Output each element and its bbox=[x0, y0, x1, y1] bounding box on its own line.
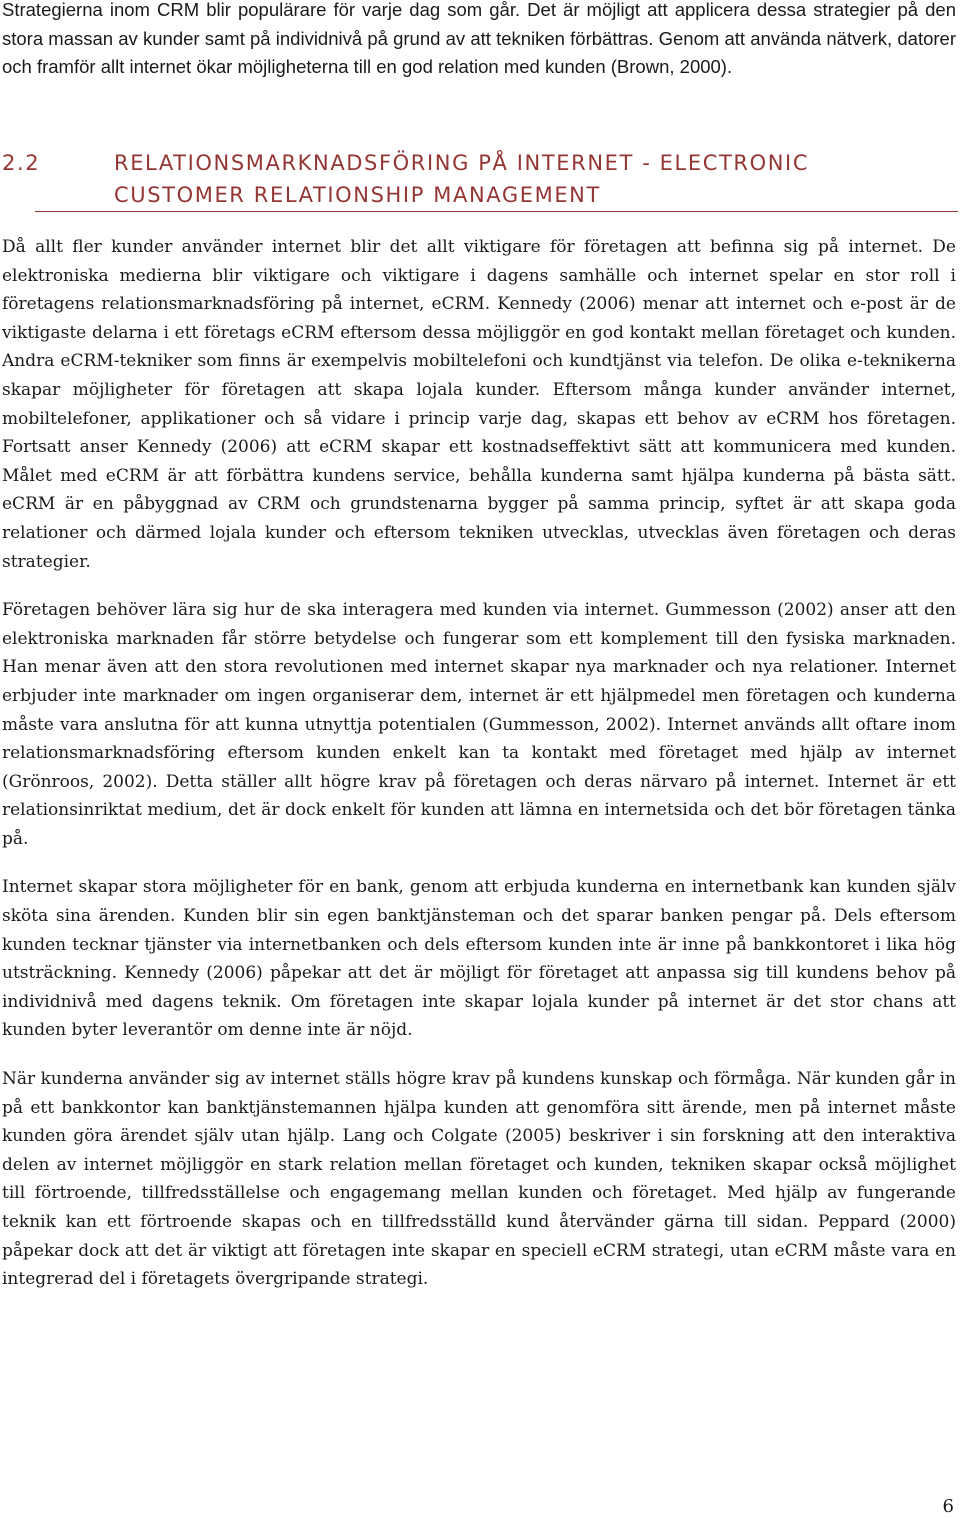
heading-underline bbox=[35, 211, 958, 212]
paragraph: När kunderna använder sig av internet ställs högre krav på kundens kunskap och förmåga. När kunden går in på ett bankkontor kan banktjänstemannen hjälpa kunden att genomföra sitt ärende, men på internet måste kunden göra ärendet själv utan hjälp. Lang och Colgate (2005) beskriver i sin forskning att den interaktiva delen av internet möjliggör en stark relation mellan företaget och kunden, tekniken skapar också möjlighet till förtroende, tillfredsställelse och engagemang mellan kunden och företaget. Med hjälp av fungerande teknik kan ett förtroende skapas och en tillfredsställd kund återvänder gärna till sidan. Peppard (2000) påpekar dock att det är viktigt att företagen inte skapar en speciell eCRM strategi, utan eCRM måste vara en integrerad del i företagets övergripande strategi. bbox=[2, 1069, 956, 1290]
body-text bbox=[2, 233, 956, 1314]
section-number: 2.2 bbox=[2, 151, 41, 175]
section-heading bbox=[2, 147, 956, 211]
paragraph: Internet skapar stora möjligheter för en bank, genom att erbjuda kunderna en internetbank kan kunden själv sköta sina ärenden. Kunden blir sin egen banktjänsteman och det sparar banken pengar på. Dels eftersom kunden tecknar tjänster via internetbanken och dels eftersom kunden inte är inne på bankkontoret i lika hög utsträckning. Kennedy (2006) påpekar att det är möjligt för företaget att anpassa sig till kundens behov på individnivå med dagens teknik. Om företagen inte skapar lojala kunder på internet är det stor chans att kunden byter leverantör om denne inte är nöjd. bbox=[2, 877, 956, 1041]
paragraph: Då allt fler kunder använder internet blir det allt viktigare för företagen att befinna sig på internet. De elektroniska medierna blir viktigare och viktigare i dagens samhälle och internet spelar en stor roll i företagens relationsmarknadsföring på internet, eCRM. Kennedy (2006) menar att internet och e-post är de viktigaste delarna i ett företags eCRM eftersom dessa möjliggör en god kontakt mellan företaget och kunden. Andra eCRM-tekniker som finns är exempelvis mobiltelefoni och kundtjänst via telefon. De olika e-teknikerna skapar möjligheter för företagen att skapa lojala kunder. Eftersom många kunder använder internet, mobiltelefoner, applikationer och så vidare i princip varje dag, skapas ett behov av eCRM hos företagen. Fortsatt anser Kennedy (2006) att eCRM skapar ett kostnadseffektivt sätt att kommunicera med kunden. Målet med eCRM är att förbättra kundens service, behålla kunderna samt hjälpa kunderna på bästa sätt. eCRM är en påbyggnad av CRM och grundstenarna bygger på samma princip, syftet är att skapa goda relationer och därmed lojala kunder och eftersom tekniken utvecklas, utvecklas även företagen och deras strategier. bbox=[2, 237, 956, 572]
section-title-line2: CUSTOMER RELATIONSHIP MANAGEMENT bbox=[114, 183, 601, 207]
intro-paragraph: Strategierna inom CRM blir populärare för varje dag som går. Det är möjligt att applicera dessa strategier på den stora massan av kunder samt på individnivå på grund av att tekniken förbättras. Genom att använda nätverk, datorer och framför allt internet ökar möjligheterna till en god relation med kunden (Brown, 2000). bbox=[2, 0, 956, 78]
paragraph: Företagen behöver lära sig hur de ska interagera med kunden via internet. Gummesson (2002) anser att den elektroniska marknaden får större betydelse och fungerar som ett komplement till den fysiska marknaden. Han menar även att den stora revolutionen med internet skapar nya marknader och nya relationer. Internet erbjuder inte marknader om ingen organiserar dem, internet är ett hjälpmedel men företagen och kunderna måste vara anslutna för att kunna utnyttja potentialen (Gummesson, 2002). Internet används allt oftare inom relationsmarknadsföring eftersom kunden enkelt kan ta kontakt med företaget med hjälp av internet (Grönroos, 2002). Detta ställer allt högre krav på företagen och deras närvaro på internet. Internet är ett relationsinriktat medium, det är dock enkelt för kunden att lämna en internetsida och det bör företagen tänka på. bbox=[2, 600, 956, 849]
page-number: 6 bbox=[942, 1496, 954, 1517]
section-title-line1: RELATIONSMARKNADSFÖRING PÅ INTERNET - ELECTRONIC bbox=[114, 151, 810, 175]
